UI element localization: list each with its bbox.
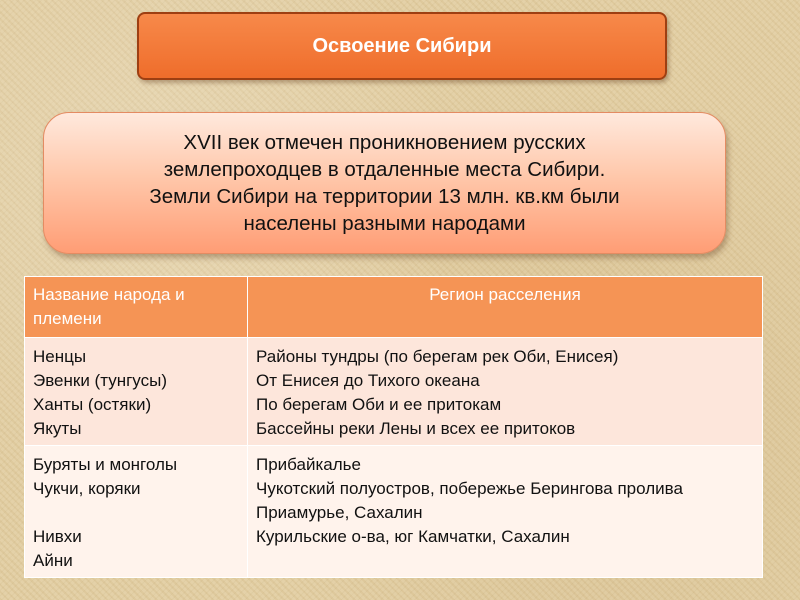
- intro-line: XVII век отмечен проникновением русских: [183, 131, 586, 154]
- region-name: Курильские о-ва, юг Камчатки, Сахалин: [256, 527, 570, 546]
- people-name: Айни: [33, 551, 73, 570]
- intro-line: Земли Сибири на территории 13 млн. кв.км были: [149, 185, 620, 208]
- people-name: Ханты (остяки): [33, 395, 152, 414]
- region-name: От Енисея до Тихого океана: [256, 371, 480, 390]
- region-name: Районы тундры (по берегам рек Оби, Енисея): [256, 347, 619, 366]
- region-name: Прибайкалье: [256, 455, 361, 474]
- intro-line: населены разными народами: [243, 212, 526, 235]
- table-row: [25, 446, 763, 578]
- table-row: [25, 338, 763, 446]
- people-name: Буряты и монголы: [33, 455, 178, 474]
- people-name: Чукчи, коряки: [33, 479, 141, 498]
- people-name: Эвенки (тунгусы): [33, 371, 167, 390]
- regions-cell: [248, 338, 763, 446]
- region-name: Приамурье, Сахалин: [256, 503, 423, 522]
- region-name: Бассейны реки Лены и всех ее притоков: [256, 419, 576, 438]
- settlement-table: [24, 276, 763, 578]
- region-name: По берегам Оби и ее притокам: [256, 395, 502, 414]
- header-region: Регион расселения: [248, 277, 763, 338]
- peoples-cell: [25, 338, 248, 446]
- region-name: Чукотский полуостров, побережье Берингова пролива: [256, 479, 683, 498]
- people-name: Ненцы: [33, 347, 87, 366]
- people-name: Нивхи: [33, 527, 82, 546]
- slide-title: Освоение Сибири: [312, 34, 492, 57]
- regions-cell: [248, 446, 763, 578]
- table-header-row: [25, 277, 763, 338]
- blank-line: [33, 501, 239, 525]
- intro-text: [149, 129, 619, 237]
- peoples-cell: [25, 446, 248, 578]
- slide-title-box: [137, 12, 667, 80]
- intro-text-box: [43, 112, 726, 254]
- people-name: Якуты: [33, 419, 82, 438]
- intro-line: землепроходцев в отдаленные места Сибири.: [163, 158, 606, 181]
- header-people: Название народа и племени: [25, 277, 248, 338]
